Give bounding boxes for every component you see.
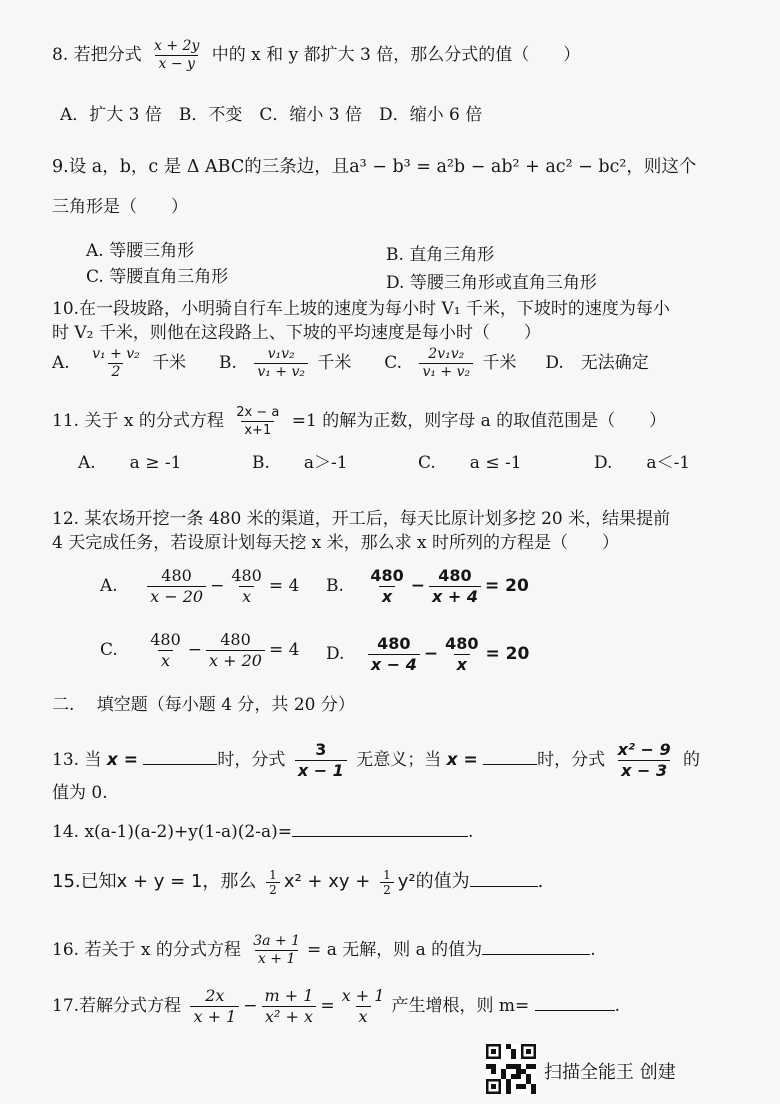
q10-option-a-fraction: $\frac{\text{v₁ + v₂}}{2}$ — [92, 346, 140, 380]
q15-blank[interactable] — [470, 870, 538, 887]
q11-option-d: D. a＜-1 — [594, 453, 691, 473]
q10-stem-line1: 10.在一段坡路，小明骑自行车上坡的速度为每小时 V₁ 千米，下坡时的速度为每小 — [52, 299, 670, 319]
q8-fraction: $\frac{x + 2y}{x - y}$ — [154, 38, 200, 72]
q8-options: A．扩大 3 倍 B．不变 C．缩小 3 倍 D．缩小 6 倍 — [60, 105, 483, 125]
q13-stem-line2: 值为 0. — [52, 783, 108, 803]
q12-option-b: B. $\frac{480}{x}$ − $\frac{480}{x + 4}$ = 20 — [326, 566, 529, 606]
q9-stem-line1: 9.设 a，b，c 是 Δ ABC的三条边，且a³ − b³ = a²b − ab² + ac² − bc²，则这个 — [52, 157, 697, 177]
q9-option-a: A. 等腰三角形 — [86, 241, 195, 261]
q10-options: A. $\frac{\text{v₁ + v₂}}{2}$ 千米 B. $\frac{\text{v₁v₂}}{\text{v₁ + v₂}}$ 千米 C. $\frac{\text{2v₁v₂}}{\text{v₁ + v₂}}$ 千米 D. 无法确定 — [52, 346, 649, 380]
q11-fraction: $\frac{2x - a}{x+1}$ — [236, 405, 280, 438]
qr-code-icon — [486, 1044, 536, 1094]
q11-option-b: B. a＞-1 — [252, 453, 348, 473]
section-heading-fill-in: 二. 填空题（每小题 4 分，共 20 分） — [52, 695, 355, 715]
scanner-watermark: 扫描全能王 创建 — [544, 1062, 676, 1083]
q13-blank-1[interactable] — [143, 748, 217, 765]
q12-stem-line1: 12. 某农场开挖一条 480 米的渠道，开工后，每天比原计划多挖 20 米，结果提前 — [52, 509, 671, 529]
q12-option-d: D. $\frac{480}{x - 4}$ − $\frac{480}{x}$ = 20 — [326, 634, 530, 674]
q13-blank-2[interactable] — [483, 748, 537, 765]
q12-option-a: A. $\frac{480}{x - 20}$ − $\frac{480}{x}$ = 4 — [100, 566, 300, 606]
q14-blank[interactable] — [292, 820, 468, 837]
q17-blank[interactable] — [535, 994, 615, 1011]
q10-option-b-fraction: $\frac{\text{v₁v₂}}{\text{v₁ + v₂}}$ — [254, 346, 308, 381]
q12-stem-line2: 4 天完成任务，若设原计划每天挖 x 米，那么求 x 时所列的方程是（ ） — [52, 533, 620, 553]
q8-stem: 8. 若把分式 $\frac{x + 2y}{x - y}$ 中的 x 和 y 都扩大 3 倍，那么分式的值（ ） — [52, 38, 581, 72]
q11-option-a: A. a ≥ -1 — [78, 453, 182, 473]
q17-stem: 17.若解分式方程 $\frac{2x}{x + 1}$ − $\frac{m + 1}{\text{x² + x}}$ = $\frac{x + 1}{x}$ 产生增根，则 m= . — [52, 986, 621, 1026]
q13-stem: 13. 当 x = 时，分式 $\frac{3}{x - 1}$ 无意义；当 x = 时，分式 $\frac{\text{x² − 9}}{x - 3}$ 的 — [52, 740, 700, 780]
q10-option-c-fraction: $\frac{\text{2v₁v₂}}{\text{v₁ + v₂}}$ — [419, 346, 473, 381]
q11-stem: 11. 关于 x 的分式方程 $\frac{2x - a}{x+1}$ =1 的解为正数，则字母 a 的取值范围是（ ） — [52, 405, 667, 438]
q15-stem: 15.已知x + y = 1，那么 $\frac{1}{2}$ x² + xy + $\frac{1}{2}$ y²的值为 . — [52, 867, 544, 897]
q10-stem-line2: 时 V₂ 千米，则他在这段路上、下坡的平均速度是每小时（ ） — [52, 323, 541, 343]
q9-stem-line2: 三角形是（ ） — [52, 197, 188, 217]
q14-stem: 14. x(a-1)(a-2)+y(1-a)(2-a)= . — [52, 822, 474, 842]
q9-option-c: C. 等腰直角三角形 — [86, 267, 229, 287]
q11-option-c: C. a ≤ -1 — [418, 453, 522, 473]
q16-stem: 16. 若关于 x 的分式方程 $\frac{3a + 1}{x + 1}$ = a 无解，则 a 的值为 . — [52, 933, 596, 967]
q10-option-d: D. 无法确定 — [545, 353, 649, 373]
q9-option-b: B. 直角三角形 — [386, 245, 495, 265]
q16-blank[interactable] — [482, 938, 590, 955]
q12-option-c: C. $\frac{480}{x}$ − $\frac{480}{x + 20}$ = 4 — [100, 630, 300, 670]
q9-option-d: D. 等腰三角形或直角三角形 — [386, 273, 597, 293]
